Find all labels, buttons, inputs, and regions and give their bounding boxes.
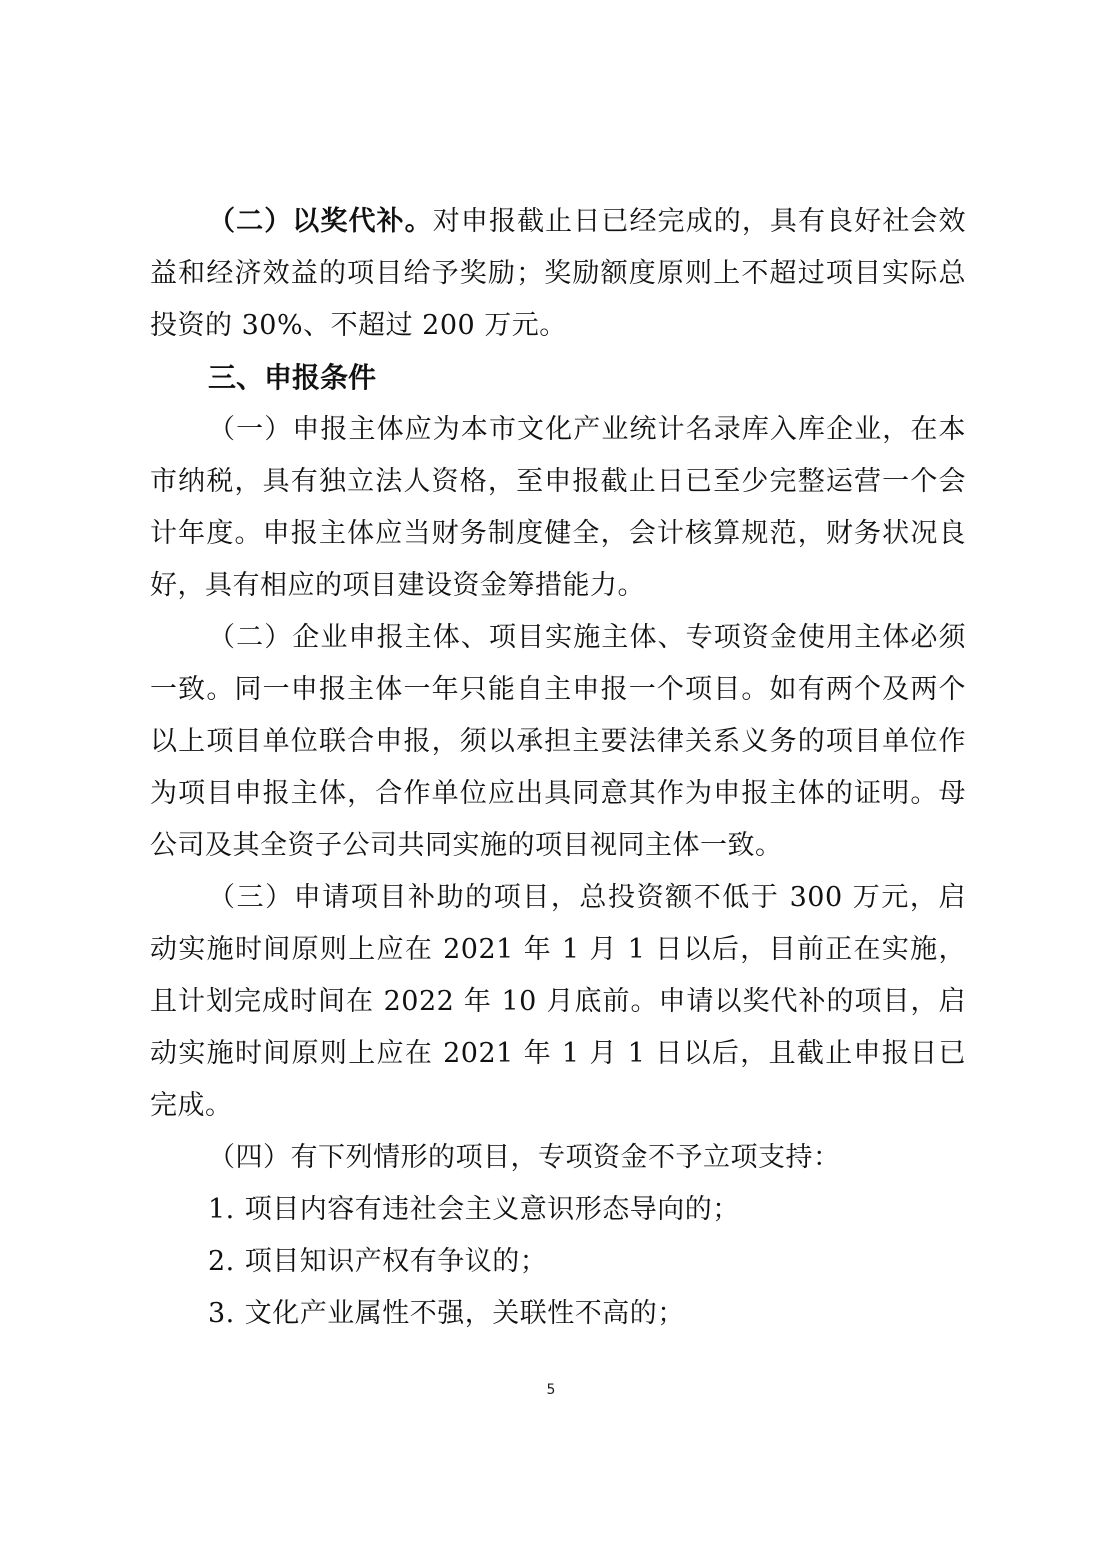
paragraph-condition-4: （四）有下列情形的项目，专项资金不予立项支持： (208, 1142, 841, 1173)
list-item-number: 3. (208, 1298, 235, 1329)
list-item-text: 项目知识产权有争议的； (244, 1246, 548, 1277)
section-heading: 三、申报条件 (208, 361, 377, 394)
list-item (150, 1184, 966, 1236)
paragraph-condition-1: （一）申报主体应为本市文化产业统计名录库入库企业，在本市纳税，具有独立法人资格，至申报截止日已至少完整运营一个会计年度。申报主体应当财务制度健全，会计核算规范，财务状况良好，具有相应的项目建设资金筹措能力。 (150, 414, 966, 601)
list-item (150, 1236, 966, 1288)
paragraph-condition-2: （二）企业申报主体、项目实施主体、专项资金使用主体必须一致。同一申报主体一年只能自主申报一个项目。如有两个及两个以上项目单位联合申报，须以承担主要法律关系义务的项目单位作为项目申报主体，合作单位应出具同意其作为申报主体的证明。母公司及其全资子公司共同实施的项目视同主体一致。 (150, 622, 966, 861)
paragraph-text: 对申报截止日已经完成的，具有良好社会效益和经济效益的项目给予奖励；奖励额度原则上不超过项目实际总投资的 30%、不超过 200 万元。 (150, 206, 967, 341)
list-item-number: 1. (208, 1194, 235, 1225)
paragraph-reward-subsidy (150, 196, 966, 352)
document-body (150, 196, 966, 1340)
list-item-number: 2. (208, 1246, 235, 1277)
list-item-text: 项目内容有违社会主义意识形态导向的； (244, 1194, 740, 1225)
paragraph-condition-3: （三）申请项目补助的项目，总投资额不低于 300 万元，启动实施时间原则上应在 2021 年 1 月 1 日以后，目前正在实施，且计划完成时间在 2022 年 10 月底前。申请以奖代补的项目，启动实施时间原则上应在 2021 年 1 月 1 日以后，且截止申报日已完成。 (150, 882, 966, 1121)
page-number: 5 (546, 1382, 556, 1398)
list-item-text: 文化产业属性不强，关联性不高的； (244, 1298, 685, 1329)
list-item (150, 1288, 966, 1340)
paragraph-lead: （二）以奖代补。 (208, 206, 433, 237)
